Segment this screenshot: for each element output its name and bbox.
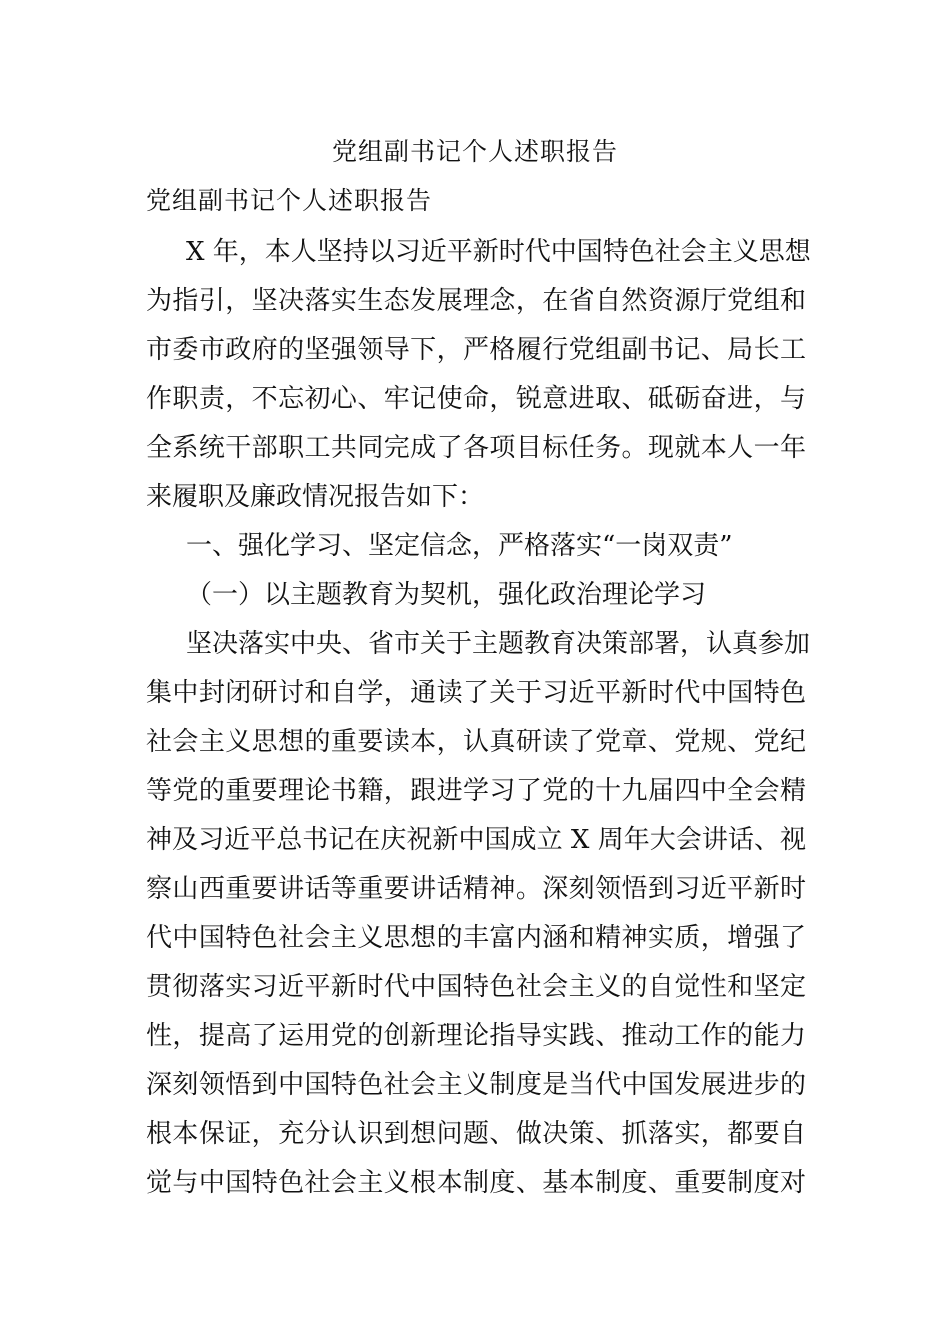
subsection-heading: （一）以主题教育为契机，强化政治理论学习 (186, 580, 707, 610)
paragraph-line: 市委市政府的坚强领导下，严格履行党组副书记、局长工 (146, 335, 806, 365)
paragraph-line: 贯彻落实习近平新时代中国特色社会主义的自觉性和坚定 (146, 972, 806, 1002)
section-heading: 一、强化学习、坚定信念，严格落实“一岗双责” (186, 531, 733, 561)
paragraph-line: 性，提高了运用党的创新理论指导实践、推动工作的能力 (146, 1021, 806, 1051)
paragraph-line: 全系统干部职工共同完成了各项目标任务。现就本人一年 (146, 433, 806, 463)
paragraph-line: X 年，本人坚持以习近平新时代中国特色社会主义思想 (186, 237, 811, 267)
paragraph-line: 根本保证，充分认识到想问题、做决策、抓落实，都要自 (146, 1119, 806, 1149)
paragraph-line: 社会主义思想的重要读本，认真研读了党章、党规、党纪 (146, 727, 806, 757)
paragraph-line: 觉与中国特色社会主义根本制度、基本制度、重要制度对 (146, 1168, 806, 1198)
paragraph-line: 察山西重要讲话等重要讲话精神。深刻领悟到习近平新时 (146, 874, 806, 904)
paragraph-line: 神及习近平总书记在庆祝新中国成立 X 周年大会讲话、视 (146, 825, 806, 855)
document-title: 党组副书记个人述职报告 (331, 137, 618, 166)
paragraph-line: 作职责，不忘初心、牢记使命，锐意进取、砥砺奋进，与 (146, 384, 806, 414)
paragraph-line: 代中国特色社会主义思想的丰富内涵和精神实质，增强了 (146, 923, 806, 953)
paragraph-line: 为指引，坚决落实生态发展理念，在省自然资源厅党组和 (146, 286, 806, 316)
paragraph-line: 深刻领悟到中国特色社会主义制度是当代中国发展进步的 (146, 1070, 806, 1100)
paragraph-line: 坚决落实中央、省市关于主题教育决策部署，认真参加 (186, 629, 811, 659)
paragraph-line: 等党的重要理论书籍，跟进学习了党的十九届四中全会精 (146, 776, 806, 806)
paragraph-line: 集中封闭研讨和自学，通读了关于习近平新时代中国特色 (146, 678, 806, 708)
document-subtitle: 党组副书记个人述职报告 (146, 186, 433, 215)
paragraph-line: 来履职及廉政情况报告如下： (146, 482, 485, 512)
